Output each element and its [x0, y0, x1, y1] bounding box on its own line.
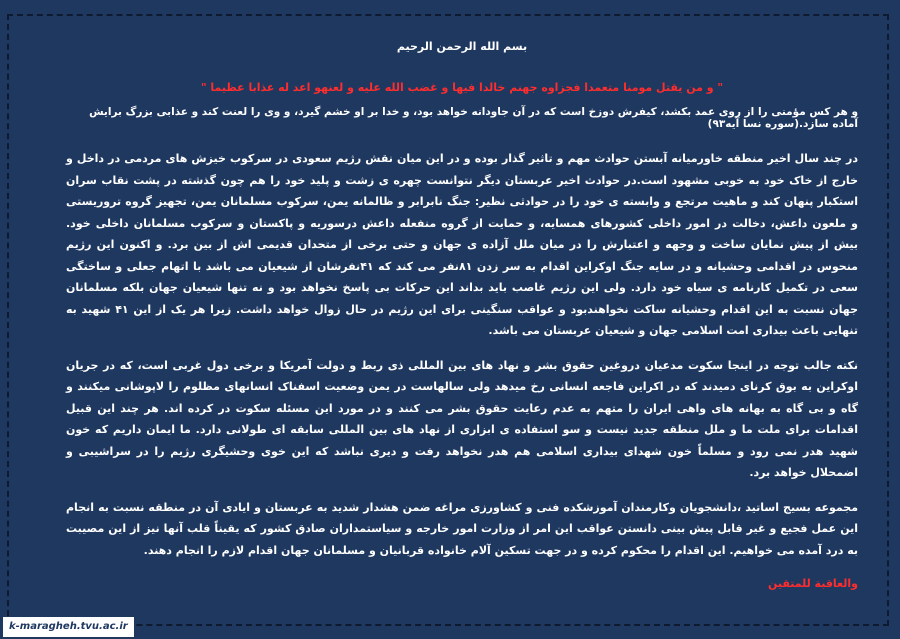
site-url-label[interactable]: k-maragheh.tvu.ac.ir — [3, 617, 134, 637]
announcement-content — [66, 22, 858, 590]
quran-verse: " و من یقتل مومنا متعمدا فجزاوه جهنم خالدا فیها و غضب الله علیه و لعنهو اعد له عذابا عظیما " — [200, 81, 724, 94]
closing-phrase: والعاقبة للمتقین — [767, 577, 858, 590]
verse-translation: و هر کس مؤمنی را از روی عمد بکشد، کیفرش دوزخ است که در آن جاودانه خواهد بود، و خدا بر او خشم گیرد، و وی را لعنت کند و عذابی بزرگ برایش آماده سازد.(سوره نسا آیه۹۳) — [89, 106, 858, 130]
paragraph-3: مجموعه بسیج اساتید ،دانشجویان وکارمندان آموزشکده فنی و کشاورزی مراغه ضمن هشدار شدید به عربستان و ایادی آن در منطقه نسبت به انجام این عمل فجیع و غیر قابل پیش بینی دانستن عواقب این امر از وزارت امور خارجه و سیاستمداران صادق کشور که یقیناً قلب آنها نیز از این مصیبت به درد آمده می خواهیم. این اقدام را محکوم کرده و در جهت تسکین آلام خانواده قربانیان و مسلمانان جهان اقدام لازم را انجام دهند. — [66, 500, 858, 557]
bismillah-heading: بسم الله الرحمن الرحیم — [396, 40, 528, 53]
paragraph-1: در چند سال اخیر منطقه خاورمیانه آبستن حوادث مهم و تاثیر گذار بوده و در این میان نقش رژیم سعودی در سرکوب خیزش های مردمی در داخل و خارج از خاک خود به خوبی مشهود است.در حوادث اخیر عربستان دیگر نتوانست چهره ی زشت و پلید خود را هم چون گذشته در پشت نقاب سران استکبار پنهان کند و ماهیت مرتجع و وابسته ی خود را در حوادثی نظیر: جنگ نابرابر و ظالمانه یمن، سرکوب مسلمانان یمن، تجهیز گروه تروریستی و ملعون داعش، دخالت در امور داخلی کشورهای همسایه، و حمایت از گروه منفعله داعش درسوریه و پاکستان و سرکوب مسلمانان داخلی خود. بیش از پیش نمایان ساخت و وجهه و اعتبارش را در میان ملل آزاده ی جهان و حتی برخی از متحدان قدیمی اش از بین برد. و اکنون این رژیم منحوس در اقدامی وحشیانه و در سایه جنگ اوکراین اقدام به سر زدن ۸۱نفر می کند که ۴۱نفرشان از شیعیان می باشد با اتهام جعلی و ساختگی سعی در تکمیل کارنامه ی سیاه خود دارد. ولی این رژیم غاصب باید بداند این حرکات بی پاسخ نخواهد بود و نه تنها شیعیان جهان بلکه مسلمانان جهان نسبت به این اقدام وحشیانه ساکت نخواهندبود و عواقب سنگینی برای این رژیم در حال زوال خواهد داشت. زیرا هر یک از این ۴۱ شهید به تنهایی باعث بیداری امت اسلامی جهان و شیعیان عربستان می باشد. — [66, 152, 858, 337]
paragraph-2: نکته جالب توجه در اینجا سکوت مدعیان دروغین حقوق بشر و نهاد های بین المللی ذی ربط و دولت آمریکا و برخی دول غربی است، که در جریان اوکراین به بوق کرنای دمیدند که در اکراین فاجعه انسانی رخ میدهد ولی سالهاست در یمن وضعیت اسفناک انسانهای مظلوم را لاپوشانی میکنند و گاه و بی گاه به بهانه های واهی ایران را متهم به عدم رعایت حقوق بشر می کنند و در مورد این مسئله سکوت در کرده اند. هر چند این قبیل اقدامات برای ملت ما و ملل منطقه جدید نیست و سو استفاده ی ابزاری از نهاد های بین المللی سابقه ای طولانی دارد. ما ایمان داریم که خون شهید هدر نمی رود و مسلماً خون شهدای بیداری اسلامی هم هدر نخواهد رفت و دیری نباشد که این خوی وحشیگری رژیم را در سراشیبی و اضمحلال خواهد برد. — [66, 358, 858, 479]
